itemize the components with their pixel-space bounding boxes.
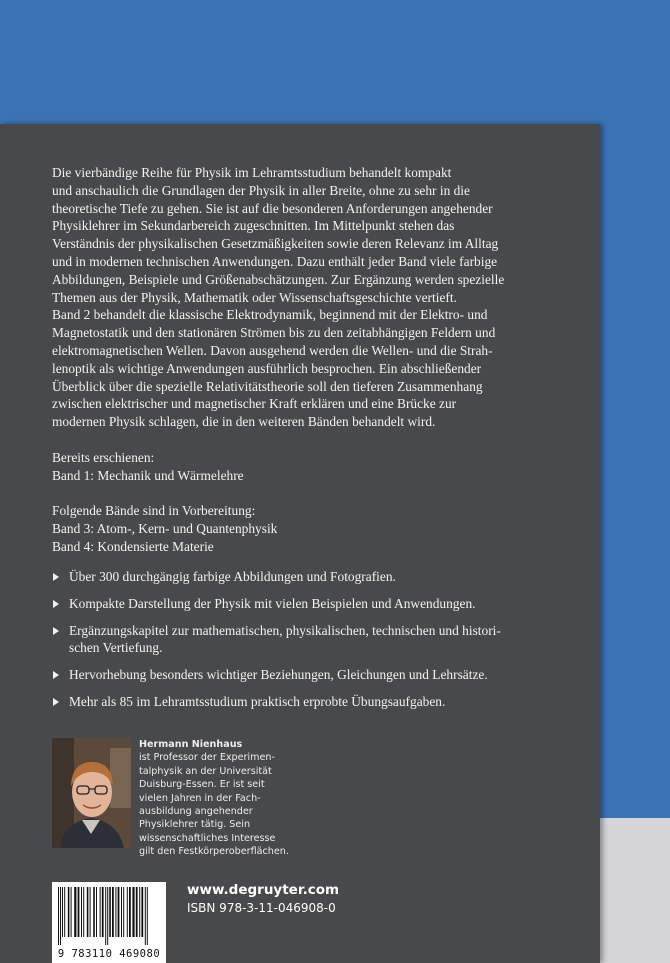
published-item: Band 1: Mechanik und Wärmelehre: [52, 467, 244, 483]
barcode-bars-icon: [56, 887, 162, 945]
description-line: und anschaulich die Grundlagen der Physik in aller Breite, ohne zu sehr in die: [52, 182, 470, 198]
barcode-bar: [132, 887, 134, 937]
feature-text: schen Vertiefung.: [69, 640, 163, 656]
barcode-bar: [74, 887, 76, 937]
author-bio-line: wissenschaftliches Interesse: [139, 832, 276, 844]
barcode-bar: [81, 887, 82, 937]
description-line: Physiklehrer im Sekundarbereich zugeschnitten. Im Mittelpunkt stehen das: [52, 218, 455, 234]
description-line: elektromagnetischen Wellen. Davon ausgehend werden die Wellen- und die Strah-: [52, 342, 493, 358]
author-bio-line: Duisburg-Essen. Er ist seit: [139, 779, 265, 791]
description-line: Band 2 behandelt die klassische Elektrodynamik, beginnend mit der Elektro- und: [52, 307, 488, 323]
barcode-bar: [100, 887, 101, 937]
author-bio-line: ausbildung angehender: [139, 806, 253, 818]
barcode-bar: [141, 887, 143, 937]
barcode-bar: [78, 887, 80, 937]
feature-text: Kompakte Darstellung der Physik mit vielen Beispielen und Anwendungen.: [69, 595, 476, 611]
feature-item: [52, 693, 552, 711]
barcode-bar: [127, 887, 128, 937]
author-bio-line: ist Professor der Experimen-: [139, 752, 275, 764]
barcode-bar: [129, 887, 131, 937]
feature-text: Hervorhebung besonders wichtiger Beziehungen, Gleichungen und Lehrsätze.: [69, 667, 488, 683]
barcode-bar: [123, 887, 124, 937]
barcode-bar: [96, 887, 97, 937]
barcode-bar: [90, 887, 91, 937]
triangle-bullet-icon: [53, 573, 59, 581]
isbn-label: ISBN 978-3-11-046908-0: [187, 901, 336, 915]
feature-text: Ergänzungskapitel zur mathematischen, physikalischen, technischen und histori-: [69, 622, 501, 638]
triangle-bullet-icon: [53, 698, 59, 706]
barcode-bar: [87, 887, 89, 937]
description-line: Abbildungen, Beispiele und Größenabschätzungen. Zur Ergänzung werden spezielle: [52, 271, 505, 287]
barcode-bar: [93, 887, 95, 937]
feature-item: [52, 595, 552, 613]
barcode-bar: [115, 887, 116, 937]
upcoming-item: Band 4: Kondensierte Materie: [52, 538, 214, 554]
barcode-number: 9 783110 469080: [57, 948, 161, 960]
author-photo: [52, 738, 131, 848]
description-line: Die vierbändige Reihe für Physik im Lehramtsstudium behandelt kompakt: [52, 165, 452, 180]
barcode-bar: [121, 887, 122, 937]
barcode-bar: [112, 887, 114, 937]
publisher-url[interactable]: www.degruyter.com: [187, 882, 340, 898]
triangle-bullet-icon: [53, 671, 59, 679]
barcode-bar: [118, 887, 120, 937]
description-line: modernen Physik schlagen, die in den weiteren Bänden behandelt wird.: [52, 414, 436, 430]
barcode: [52, 882, 166, 963]
feature-text: Über 300 durchgängig farbige Abbildungen und Fotografien.: [69, 569, 396, 584]
corner-grey-strip: [600, 818, 670, 963]
description-block: [52, 164, 522, 556]
description-line: lenoptik als wichtige Anwendungen ausführlich besprochen. Ein abschließender: [52, 360, 482, 376]
barcode-bar: [107, 887, 108, 945]
feature-list: [52, 568, 552, 720]
author-bio-line: Physiklehrer tätig. Sein: [139, 819, 251, 831]
author-bio-line: vielen Jahren in der Fach-: [139, 792, 261, 804]
barcode-bar: [83, 887, 84, 937]
barcode-bar: [136, 887, 138, 937]
author-bio-line: talphysik an der Universität: [139, 765, 272, 777]
triangle-bullet-icon: [53, 627, 59, 635]
description-line: und in modernen technischen Anwendungen. Dazu enthält jeder Band viele farbige: [52, 253, 498, 269]
barcode-bar: [147, 887, 148, 945]
barcode-bar: [68, 887, 70, 937]
upcoming-heading: Folgende Bände sind in Vorbereitung:: [52, 503, 256, 519]
feature-item: [52, 622, 552, 658]
feature-text: Mehr als 85 im Lehramtsstudium praktisch erprobte Übungsaufgaben.: [69, 693, 446, 709]
author-portrait-icon: [52, 738, 131, 848]
barcode-bar: [64, 887, 65, 937]
barcode-bar: [102, 887, 104, 937]
author-name: Hermann Nienhaus: [139, 739, 243, 750]
barcode-bar: [60, 887, 61, 945]
feature-item: [52, 568, 552, 586]
description-line: theoretische Tiefe zu gehen. Sie ist auf die besonderen Anforderungen angehender: [52, 200, 493, 216]
barcode-bar: [71, 887, 72, 937]
barcode-bar: [145, 887, 146, 945]
published-heading: Bereits erschienen:: [52, 449, 155, 465]
description-line: Magnetostatik und den stationären Strömen bis zu den zeitabhängigen Feldern und: [52, 325, 496, 341]
barcode-bar: [62, 887, 63, 937]
back-cover-panel: [0, 124, 600, 963]
author-bio-line: gilt den Festkörperoberflächen.: [139, 846, 289, 858]
description-line: Überblick über die spezielle Relativitätstheorie soll den tieferen Zusammenhang: [52, 378, 483, 394]
feature-item: [52, 666, 552, 684]
barcode-bar: [139, 887, 140, 937]
description-line: Verständnis der physikalischen Gesetzmäßigkeiten sowie deren Relevanz im Alltag: [52, 236, 499, 252]
author-bio: [139, 738, 339, 859]
description-line: Themen aus der Physik, Mathematik oder Wissenschaftsgeschichte vertieft.: [52, 289, 457, 305]
upcoming-item: Band 3: Atom-, Kern- und Quantenphysik: [52, 520, 278, 536]
barcode-bar: [109, 887, 111, 937]
barcode-bar: [105, 887, 106, 945]
triangle-bullet-icon: [53, 600, 59, 608]
barcode-bar: [58, 887, 59, 945]
description-line: zwischen elektrischer und magnetischer Kraft erklären und eine Brücke zur: [52, 396, 457, 412]
